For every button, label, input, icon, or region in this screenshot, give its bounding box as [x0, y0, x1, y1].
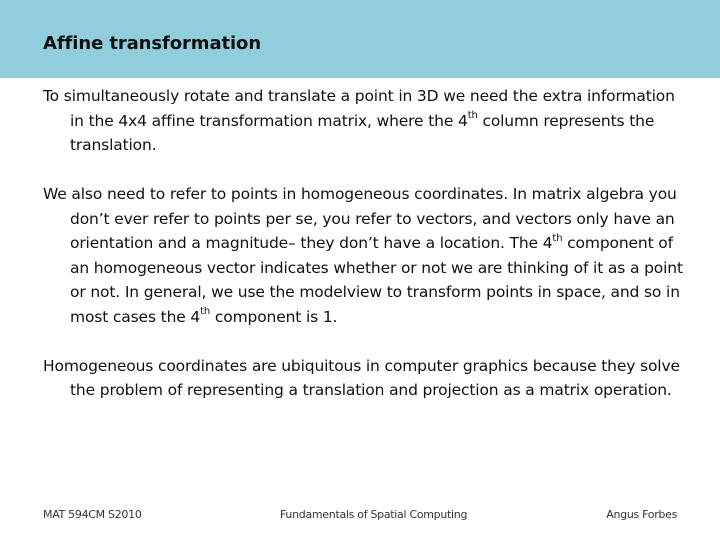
- paragraph-2-text-b: component of an homogeneous vector indicates whether or not we are thinking of it as a point or not. In general, we use the modelview to transform points in space, and so in most cases the 4: [70, 234, 683, 326]
- paragraph-2-text-a: We also need to refer to points in homogeneous coordinates. In matrix algebra you don’t ever refer to points per se, you refer to vectors, and vectors only have an orientation and a magnitude– they don’t have a location. The 4: [43, 185, 677, 252]
- superscript-th: th: [552, 232, 563, 244]
- superscript-th: th: [467, 110, 478, 122]
- footer-course: MAT 594CM S2010: [43, 508, 142, 521]
- paragraph-1-text-b: column represents the translation.: [70, 111, 655, 154]
- paragraph-3-text: Homogeneous coordinates are ubiquitous in computer graphics because they solve the problem of representing a translation and projection as a matrix operation.: [43, 356, 680, 399]
- paragraph-1-text-a: To simultaneously rotate and translate a point in 3D we need the extra information in the 4x4 affine transformation matrix, where the 4: [43, 87, 675, 130]
- slide-body: [43, 84, 683, 427]
- title-band: [0, 0, 720, 78]
- paragraph-1: [43, 84, 683, 158]
- paragraph-3: [43, 354, 683, 403]
- footer-author: Angus Forbes: [606, 508, 677, 521]
- slide-title: Affine transformation: [43, 33, 262, 54]
- footer-title: Fundamentals of Spatial Computing: [280, 508, 468, 521]
- paragraph-2-text-c: component is 1.: [210, 307, 338, 326]
- superscript-th: th: [200, 306, 211, 318]
- paragraph-2: [43, 182, 683, 329]
